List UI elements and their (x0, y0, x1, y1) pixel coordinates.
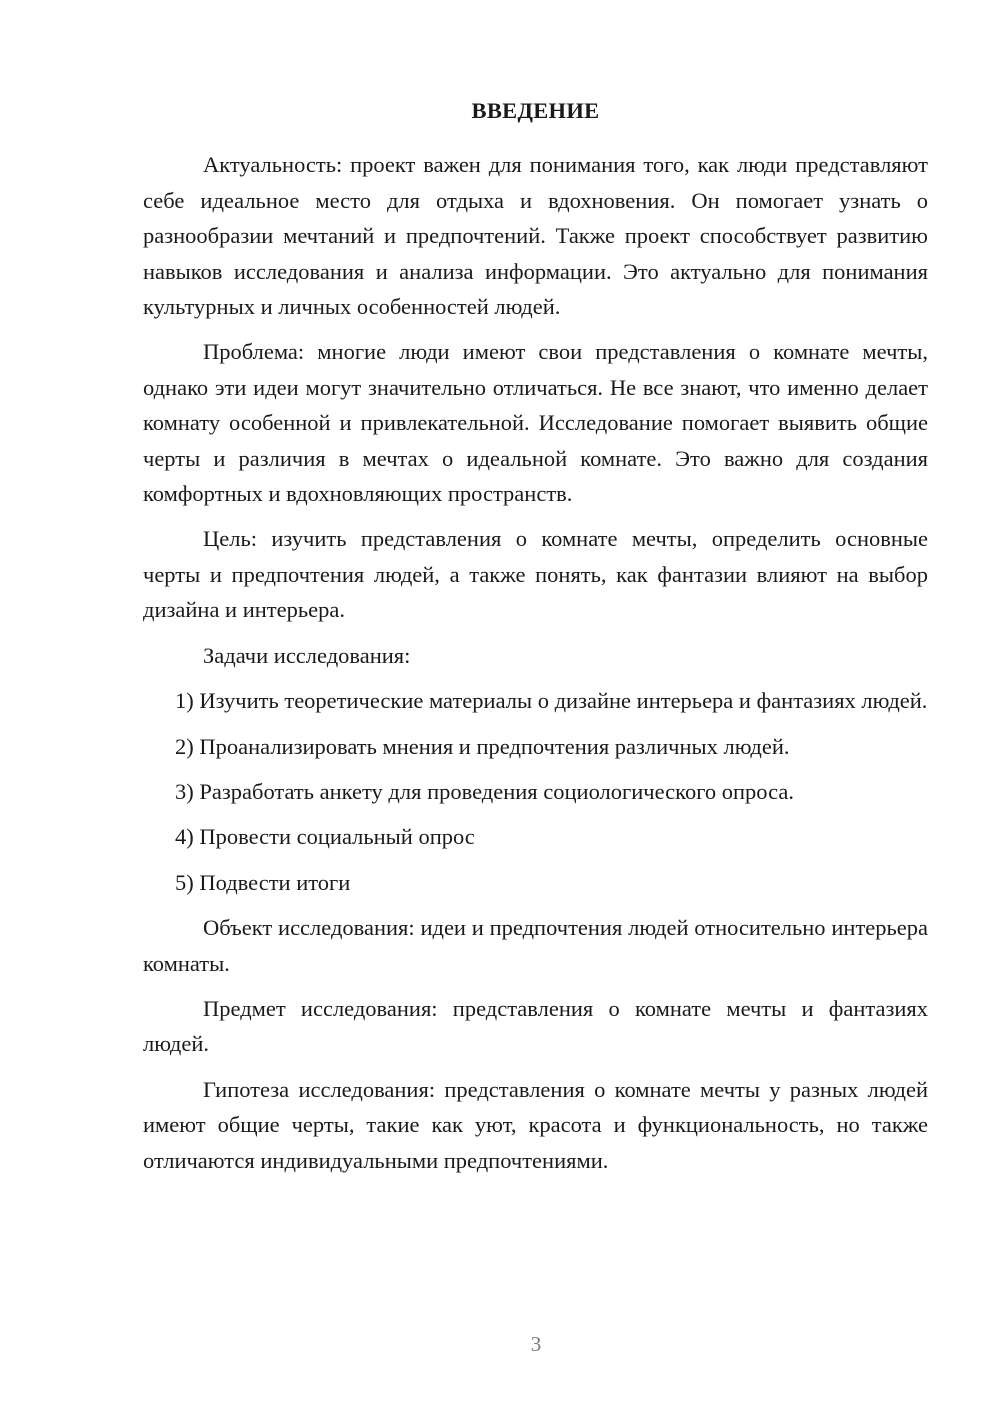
paragraph-goal: Цель: изучить представления о комнате мечты, определить основные черты и предпочтения людей, а также понять, как фантазии влияют на выбор дизайна и интерьера. (143, 526, 928, 623)
paragraph-object: Объект исследования: идеи и предпочтения людей относительно интерьера комнаты. (143, 915, 928, 976)
page-title: ВВЕДЕНИЕ (471, 98, 600, 123)
task-item-3: 3) Разработать анкету для проведения социологического опроса. (175, 778, 794, 804)
paragraph-hypothesis: Гипотеза исследования: представления о комнате мечты у разных людей имеют общие черты, такие как уют, красота и функциональность, но также отличаются индивидуальными предпочтениями. (143, 1076, 928, 1173)
page-content (143, 93, 928, 1188)
paragraph-subject: Предмет исследования: представления о комнате мечты и фантазиях людей. (143, 995, 928, 1057)
page-number: 3 (530, 1332, 542, 1356)
tasks-heading: Задачи исследования: (203, 642, 411, 668)
task-item-1: 1) Изучить теоретические материалы о дизайне интерьера и фантазиях людей. (175, 688, 928, 714)
task-item-2: 2) Проанализировать мнения и предпочтения различных людей. (175, 733, 790, 759)
paragraph-relevance: Актуальность: проект важен для понимания того, как люди представляют себе идеальное место для отдыха и вдохновения. Он помогает узнать о разнообразии мечтаний и предпочтений. Также проект способствует развитию навыков исследования и анализа информации. Это актуально для понимания культурных и личных особенностей людей. (143, 152, 928, 320)
paragraph-problem: Проблема: многие люди имеют свои представления о комнате мечты, однако эти идеи могут значительно отличаться. Не все знают, что именно делает комнату особенной и привлекательной. Исследование помогает выявить общие черты и различия в мечтах о идеальной комнате. Это важно для создания комфортных и вдохновляющих пространств. (143, 339, 928, 507)
task-item-4: 4) Провести социальный опрос (175, 824, 475, 850)
task-item-5: 5) Подвести итоги (175, 869, 351, 895)
